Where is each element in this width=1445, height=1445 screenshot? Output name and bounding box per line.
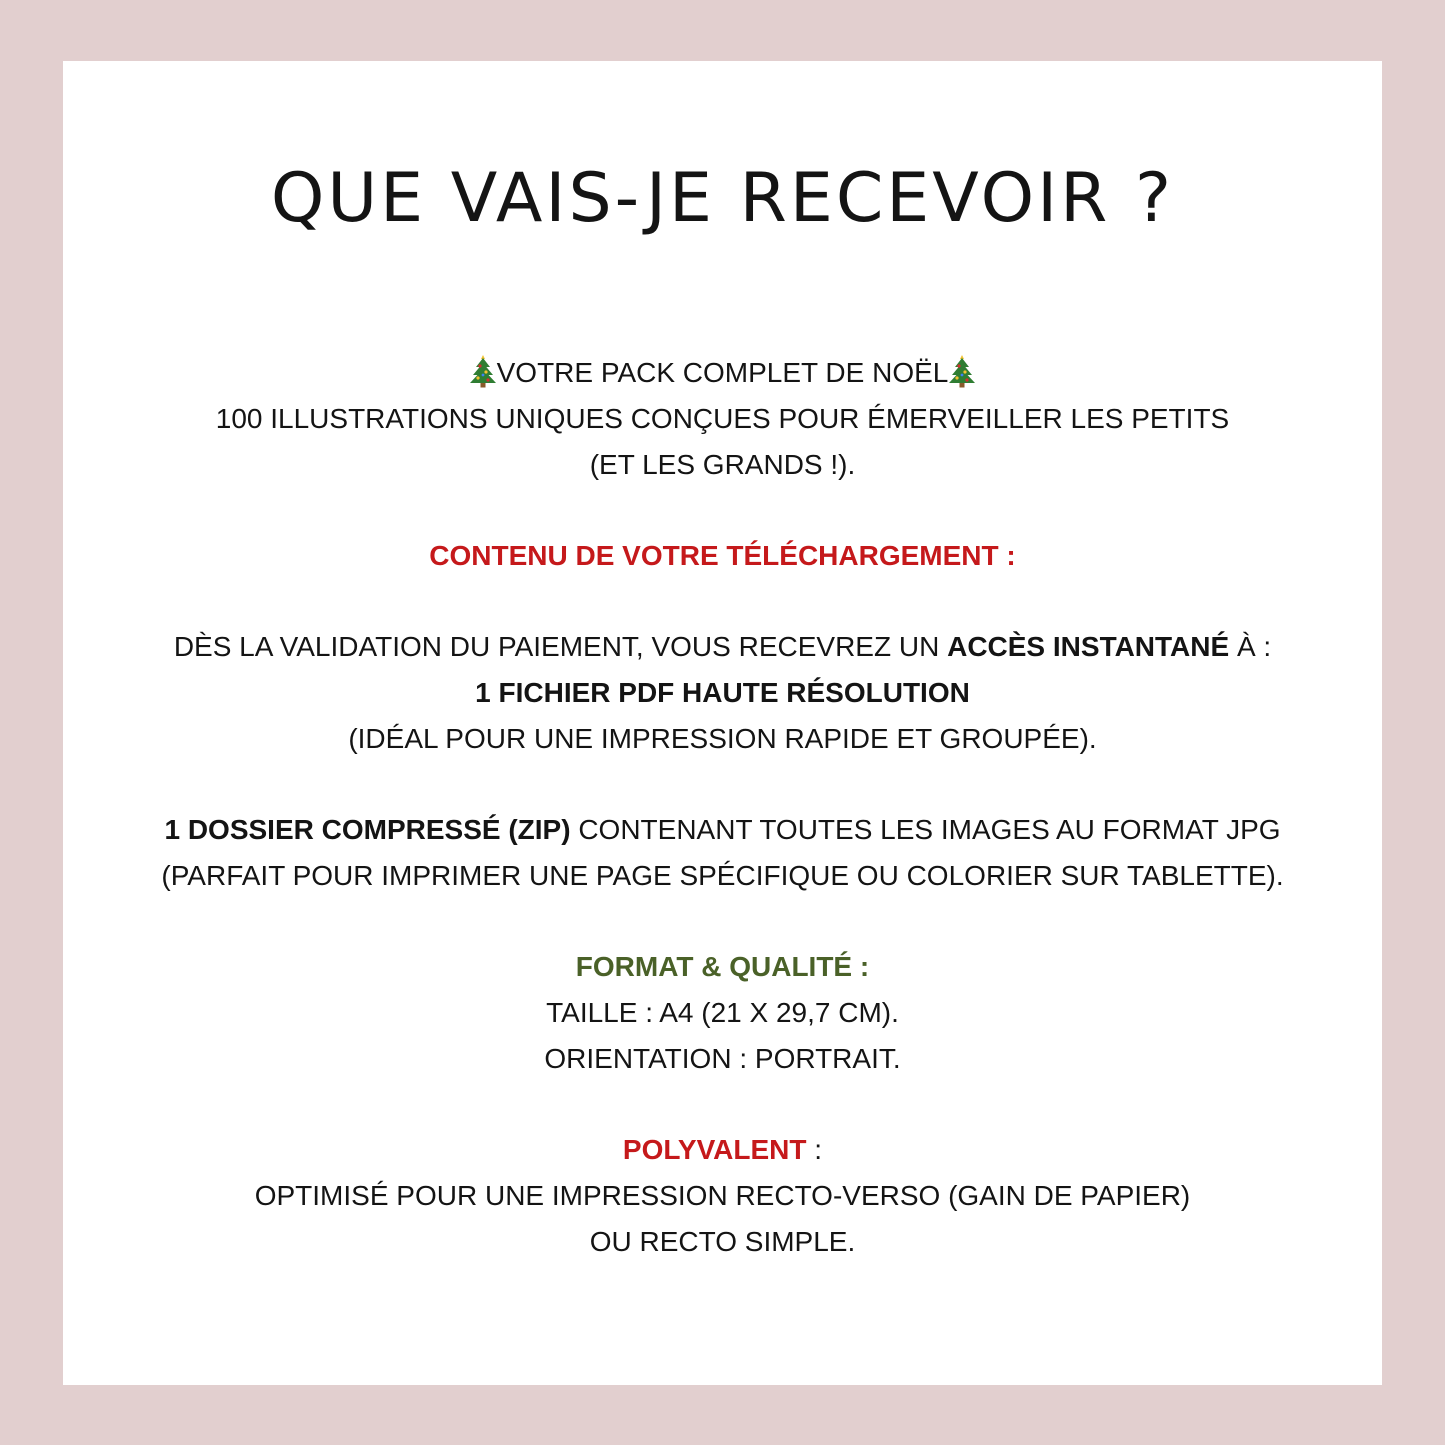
format-orientation: ORIENTATION : PORTRAIT. — [544, 1043, 901, 1074]
versatile-line-2: OU RECTO SIMPLE. — [589, 1226, 856, 1257]
versatile-heading-suffix: : — [806, 1134, 823, 1165]
instant-access-label: ACCÈS INSTANTANÉ — [947, 631, 1230, 662]
pack-line — [63, 353, 1382, 393]
christmas-tree-icon — [948, 354, 976, 388]
pdf-note-line: (IDÉAL POUR UNE IMPRESSION RAPIDE ET GROUPÉE). — [348, 723, 1097, 754]
versatile-line-1: OPTIMISÉ POUR UNE IMPRESSION RECTO-VERSO (GAIN DE PAPIER) — [254, 1180, 1191, 1211]
zip-line — [63, 810, 1382, 850]
format-size: TAILLE : A4 (21 X 29,7 CM). — [546, 997, 899, 1028]
content-card — [63, 61, 1382, 1385]
download-line-1 — [63, 627, 1382, 667]
download-line-1-post: À : — [1229, 631, 1272, 662]
download-heading: CONTENU DE VOTRE TÉLÉCHARGEMENT : — [429, 540, 1016, 571]
zip-label: 1 DOSSIER COMPRESSÉ (ZIP) — [164, 814, 571, 845]
zip-rest: CONTENANT TOUTES LES IMAGES AU FORMAT JPG — [570, 814, 1281, 845]
versatile-heading-line — [63, 1130, 1382, 1170]
christmas-tree-icon — [469, 354, 497, 388]
page-title: QUE VAIS-JE RECEVOIR ? — [270, 159, 1175, 238]
versatile-heading: POLYVALENT — [622, 1134, 807, 1165]
intro-line-1: 100 ILLUSTRATIONS UNIQUES CONÇUES POUR ÉMERVEILLER LES PETITS — [215, 403, 1230, 434]
pack-title: VOTRE PACK COMPLET DE NOËL — [496, 357, 949, 388]
download-line-1-pre: DÈS LA VALIDATION DU PAIEMENT, VOUS RECEVREZ UN — [173, 631, 948, 662]
pdf-file-line: 1 FICHIER PDF HAUTE RÉSOLUTION — [475, 677, 970, 708]
intro-line-2: (ET LES GRANDS !). — [589, 449, 856, 480]
format-heading: FORMAT & QUALITÉ : — [575, 951, 870, 982]
zip-note-line: (PARFAIT POUR IMPRIMER UNE PAGE SPÉCIFIQUE OU COLORIER SUR TABLETTE). — [161, 860, 1284, 891]
